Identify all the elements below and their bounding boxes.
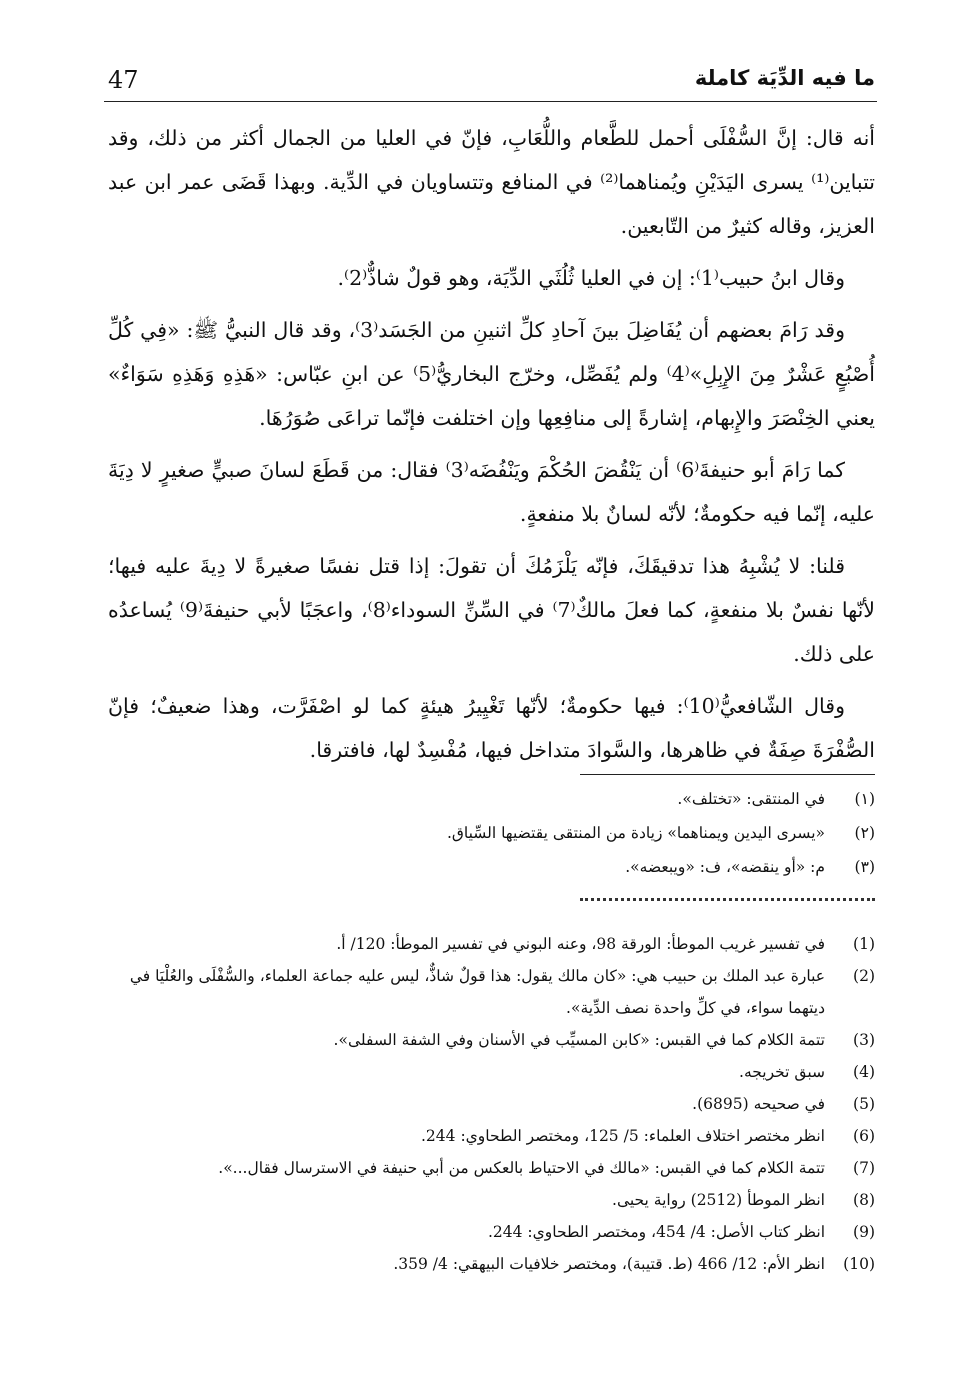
footnote-number: (7) bbox=[853, 1159, 875, 1177]
footnote-text: انظر الموطأ (2512) رواية يحيى. bbox=[612, 1191, 825, 1209]
footnote bbox=[108, 1056, 875, 1088]
footnote-number: (9) bbox=[853, 1223, 875, 1241]
footnote bbox=[108, 850, 875, 884]
footnote-text: سبق تخريجه. bbox=[739, 1063, 825, 1081]
main-text bbox=[108, 116, 875, 780]
footnote-number: (3) bbox=[853, 1031, 875, 1049]
author-footnotes bbox=[108, 928, 875, 1280]
footnote bbox=[108, 1216, 875, 1248]
footnote-text: «يسرى اليدين ويمناهما» زيادة من المنتقى يقتضيها السِّياق. bbox=[446, 824, 825, 842]
running-header-title: ما فيه الدِّيَة كاملة bbox=[694, 66, 875, 90]
footnote-text: في تفسير غريب الموطأ: الورقة 98، وعنه البوني في تفسير الموطأ: 120/ أ. bbox=[336, 935, 825, 953]
footnote-number: (6) bbox=[853, 1127, 875, 1145]
footnote-number: (8) bbox=[853, 1191, 875, 1209]
footnote-separator bbox=[580, 774, 875, 775]
footnote bbox=[108, 1152, 875, 1184]
footnote-text: انظر مختصر اختلاف العلماء: 5/ 125، ومختصر الطحاوي: 244. bbox=[420, 1127, 825, 1145]
footnote-text: انظر الأم: 12/ 466 (ط. قتيبة)، ومختصر خلافيات البيهقي: 4/ 359. bbox=[393, 1255, 825, 1273]
footnote-number: (١) bbox=[854, 790, 875, 808]
footnote-number: (2) bbox=[853, 967, 875, 985]
paragraph: أنه قال: إنَّ السُّفْلَى أحمل للطَّعام واللُّعَابِ، فإنّ في العليا من الجمال أكثر من ذلك، وقد تتباين⁽¹⁾ يسرى اليَدَيْنِ ويُمناهما⁽²⁾ في المنافع وتتساويان في الدِّية. وبهذا قَضَى عمر ابن عبد العزيز، وقاله كثيرٌ من التّابعين. bbox=[108, 126, 875, 238]
editor-footnotes bbox=[108, 782, 875, 884]
footnote-number: (٣) bbox=[854, 858, 875, 876]
footnote-text: في المنتقى: «تختلف». bbox=[677, 790, 825, 808]
header-rule bbox=[104, 101, 877, 102]
footnote-text: تتمة الكلام كما في القبس: «مالك في الاحتياط بالعكس من أبي حنيفة في الاسترسال فقال...». bbox=[218, 1159, 825, 1177]
footnote-number: (1) bbox=[853, 935, 875, 953]
footnote bbox=[108, 1120, 875, 1152]
footnote-number: (5) bbox=[853, 1095, 875, 1113]
page-number: 47 bbox=[108, 66, 139, 94]
footnote-number: (4) bbox=[853, 1063, 875, 1081]
footnote bbox=[108, 960, 875, 1024]
footnote-dotted-separator bbox=[580, 898, 875, 901]
footnote-text: انظر كتاب الأصل: 4/ 454، ومختصر الطحاوي: 244. bbox=[487, 1223, 825, 1241]
footnote-text: في صحيحه (6895). bbox=[692, 1095, 825, 1113]
footnote-text: م: «أو ينقضه»، ف: «ويبعضه». bbox=[625, 858, 825, 876]
footnote bbox=[108, 1088, 875, 1120]
paragraph: قلنا: لا يُشْبِهُ هذا تدقيقَكَ، فإنّه يَلْزَمُكَ أن تقولَ: إذا قتل نفسًا صغيرةً لا دِيةَ عليه فيها؛ لأنّها نفسٌ بلا منفعةٍ، كما فعلَ مالكٌ⁽7⁾ في السِّنِّ السوداء⁽8⁾، واعجَبًا لأبي حنيفةَ⁽9⁾ يُساعدُه على ذلك. bbox=[108, 554, 875, 666]
footnote bbox=[108, 782, 875, 816]
footnote bbox=[108, 816, 875, 850]
footnote-number: (10) bbox=[843, 1255, 875, 1273]
footnote-text: تتمة الكلام كما في القبس: «كابن المسيِّب في الأسنان وفي الشفة السفلى». bbox=[333, 1031, 825, 1049]
paragraph: وقال الشّافعيُّ⁽10⁾: فيها حكومةٌ؛ لأنّها تَغْيِيرُ هيئةٍ كما لو اصْفَرَّت، وهذا ضعيفٌ؛ فإنّ الصُّفْرَةَ صِفَةٌ في ظاهرها، والسَّوادَ متداخل فيها، مُفْسِدٌ لها، فافترقا. bbox=[108, 694, 875, 762]
footnote bbox=[108, 1184, 875, 1216]
paragraph: وقد رَامَ بعضهم أن يُفَاضِلَ بينَ آحادِ كلِّ اثنينِ من الجَسَد⁽3⁾، وقد قال النبيُّ ﷺ: «فِي كُلِّ أُصْبُعٍ عَشْرٌ مِنَ الإِبِلِ»⁽4⁾ ولم يُفَصِّل، وخرّج البخاريُّ⁽5⁾ عن ابنِ عبّاس: «هَذِهِ وَهَذِهِ سَوَاءٌ» يعني الخِنْصَرَ والإِبهام، إشارةً إلى منافِعِها وإن اختلفت فإنّما تراعَى صُوَرُهَا. bbox=[108, 318, 875, 430]
footnote-number: (٢) bbox=[854, 824, 875, 842]
footnote bbox=[108, 928, 875, 960]
paragraph: كما رَامَ أبو حنيفةَ⁽6⁾ أن يَنْقُضَ الحُكْمَ ويَنْفُضَه⁽3⁾ فقال: من قَطَعَ لسانَ صبيٍّ صغيرٍ لا دِيَةَ عليه، إنّما فيه حكومةٌ؛ لأنّه لسانٌ بلا منفعةٍ. bbox=[108, 458, 875, 526]
footnote bbox=[108, 1248, 875, 1280]
paragraph: وقال ابنُ حبيب⁽1⁾: إن في العليا ثُلُثَي الدِّيَة، وهو قولٌ شاذٌّ⁽2⁾. bbox=[337, 266, 845, 290]
footnote bbox=[108, 1024, 875, 1056]
footnote-text: عبارة عبد الملك بن حبيب هي: «كان مالك يقول: هذا قولٌ شاذٌّ، ليس عليه جماعة العلماء، والسُّفْلَى والعُلْيَا في ديتهما سواء، في كلِّ واحدة نصف الدِّية». bbox=[129, 967, 825, 1017]
